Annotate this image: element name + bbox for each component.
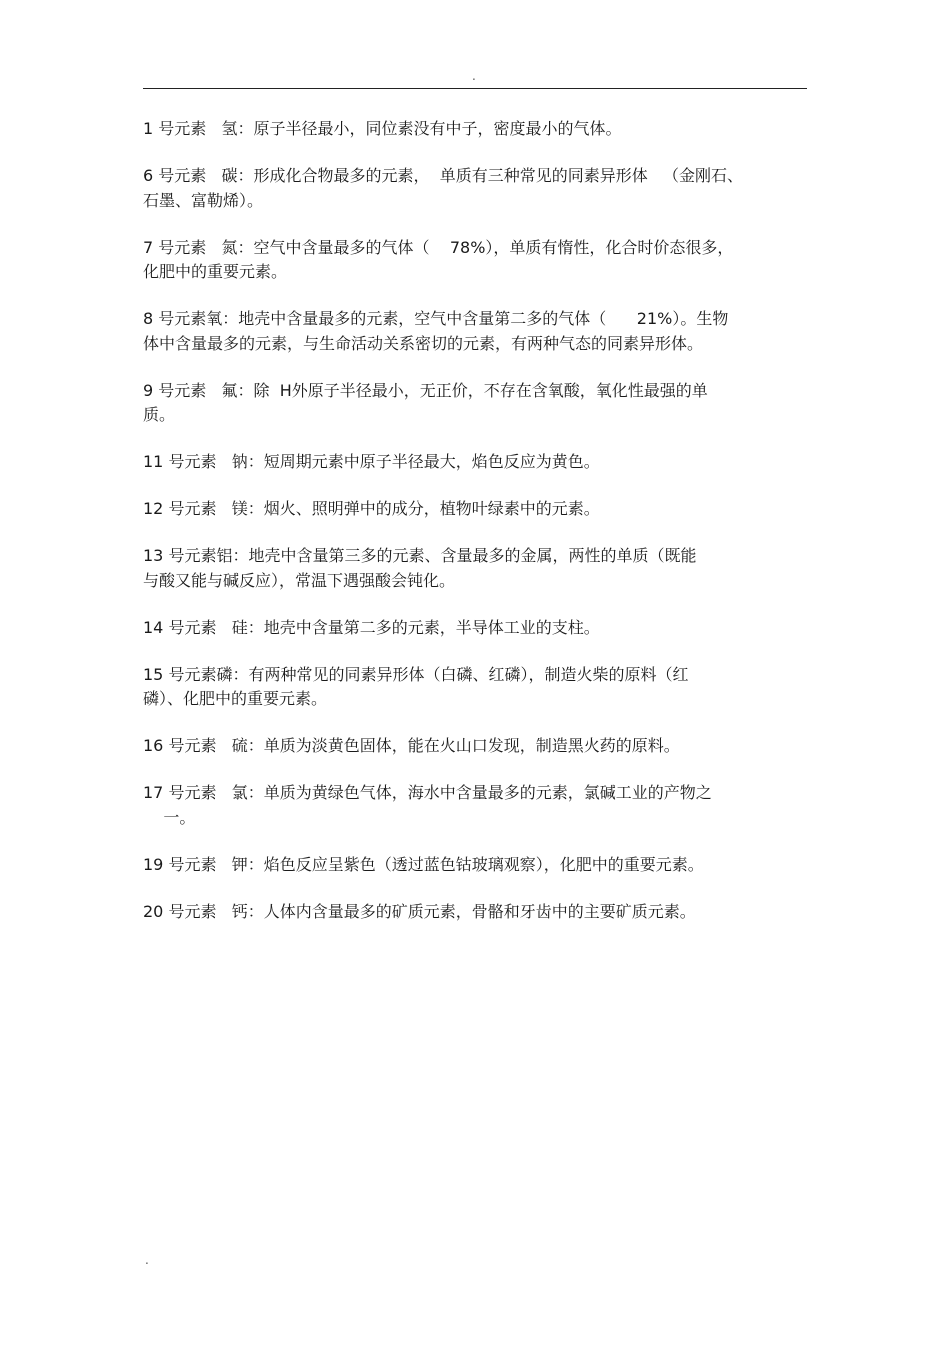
paragraph-sulfur: 16 号元素 硫：单质为淡黄色固体，能在火山口发现，制造黑火药的原料。 bbox=[143, 736, 680, 755]
paragraph-magnesium: 12 号元素 镁：烟火、照明弹中的成分，植物叶绿素中的元素。 bbox=[143, 499, 600, 518]
paragraph-hydrogen: 1 号元素 氢：原子半径最小，同位素没有中子，密度最小的气体。 bbox=[143, 119, 622, 138]
paragraph-oxygen: 8 号元素氧：地壳中含量最多的元素，空气中含量第二多的气体（ 21%）。生物 体中含量最多的元素，与生命活动关系密切的元素，有两种气态的同素异形体。 bbox=[143, 309, 729, 353]
element-list bbox=[143, 117, 803, 947]
paragraph-aluminum: 13 号元素铝：地壳中含量第三多的元素、含量最多的金属，两性的单质（既能 与酸又能与碱反应），常温下遇强酸会钝化。 bbox=[143, 546, 697, 590]
paragraph-phosphorus: 15 号元素磷：有两种常见的同素异形体（白磷、红磷），制造火柴的原料（红 磷）、化肥中的重要元素。 bbox=[143, 664, 689, 708]
header-rule bbox=[143, 88, 807, 89]
paragraph-calcium: 20 号元素 钙：人体内含量最多的矿质元素，骨骼和牙齿中的主要矿质元素。 bbox=[143, 901, 696, 921]
paragraph-sodium: 11 号元素 钠：短周期元素中原子半径最大，焰色反应为黄色。 bbox=[143, 452, 600, 471]
header-mark: . bbox=[472, 69, 476, 83]
paragraph-silicon: 14 号元素 硅：地壳中含量第二多的元素，半导体工业的支柱。 bbox=[143, 617, 600, 637]
paragraph-fluorine: 9 号元素 氟：除 H外原子半径最小，无正价，不存在含氧酸，氧化性最强的单 质。 bbox=[143, 380, 708, 424]
paragraph-potassium: 19 号元素 钾：焰色反应呈紫色（透过蓝色钴玻璃观察），化肥中的重要元素。 bbox=[143, 854, 704, 874]
paragraph-carbon: 6 号元素 碳：形成化合物最多的元素， 单质有三种常见的同素异形体 （金刚石、 石墨、富勒烯）。 bbox=[143, 166, 743, 210]
paragraph-chlorine: 17 号元素 氯：单质为黄绿色气体，海水中含量最多的元素，氯碱工业的产物之 一。 bbox=[143, 783, 712, 827]
paragraph-nitrogen: 7 号元素 氮：空气中含量最多的气体（ 78%），单质有惰性，化合时价态很多， 化肥中的重要元素。 bbox=[143, 237, 734, 281]
footer-mark: . bbox=[145, 1253, 149, 1267]
